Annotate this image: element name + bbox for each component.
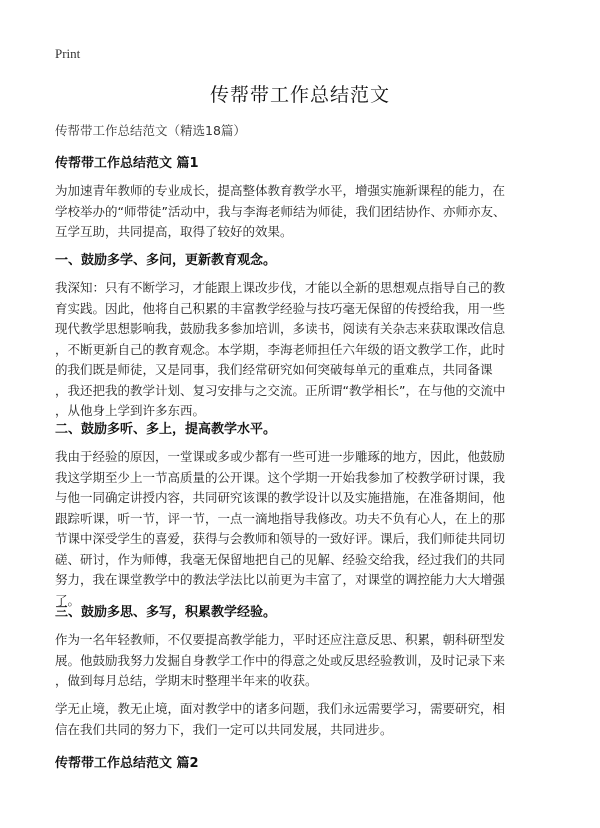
text-line: 的我们既是师徒，又是同事，我们经常研究如何突破每单元的重难点，共同备课 [55,362,493,377]
text-line: 努力，我在课堂教学中的教法学法比以前更为丰富了，对课堂的调控能力大大增强 [55,572,506,587]
point3-paragraph [55,630,547,692]
point-heading-3: 三、鼓励多思、多写，积累教学经验。 [55,605,277,620]
text-line: ，做到每月总结，学期末时整理半年来的收获。 [55,673,318,688]
section-heading-2: 传帮带工作总结范文 篇2 [55,756,199,771]
text-line: ，从他身上学到许多东西。 [55,403,206,418]
print-link[interactable]: Print [55,46,81,61]
text-line: 我深知：只有不断学习，才能跟上课改步伐，才能以全新的思想观点指导自己的教 [55,280,506,295]
closing-paragraph [55,699,547,740]
text-line: 了。 [55,592,81,608]
text-line: 互学互助，共同提高，取得了较好的效果。 [55,224,293,239]
text-line: 我由于经验的原因，一堂课或多或少都有一些可进一步雕琢的地方，因此，他鼓励 [55,449,506,464]
text-line: 学无止境，教无止境，面对教学中的诸多问题，我们永远需要学习，需要研究，相 [55,701,506,716]
text-line: 现代教学思想影响我，鼓励我多参加培训，多读书，阅读有关杂志来获取课改信息 [55,321,506,336]
text-line: 展。他鼓励我努力发掘自身教学工作中的得意之处或反思经验教训，及时记录下来 [55,652,506,668]
section-heading-1: 传帮带工作总结范文 篇1 [55,156,199,171]
page-title: 传帮带工作总结范文 [209,84,390,106]
text-line: ，我还把我的教学计划、复习安排与之交流。正所谓“教学相长”，在与他的交流中 [55,382,506,398]
point2-paragraph [55,447,547,611]
text-line: 育实践。因此，他将自己积累的丰富教学经验与技巧毫无保留的传授给我，用一些 [55,300,506,316]
text-line: 与他一同确定讲授内容，共同研究该课的教学设计以及实施措施，在准备期间，他 [55,490,506,505]
intro-paragraph [55,181,547,243]
text-line: 磋、研讨，作为师傅，我毫无保留地把自己的见解、经验交给我，经过我们的共同 [55,551,506,567]
point1-paragraph [55,278,547,422]
text-line: 跟踪听课，听一节，评一节，一点一滴地指导我修改。功夫不负有心人，在上的那 [55,510,506,526]
text-line: 为加速青年教师的专业成长，提高整体教育教学水平，增强实施新课程的能力，在 [55,183,506,198]
point-heading-2: 二、鼓励多听、多上，提高教学水平。 [55,422,277,437]
text-line: 作为一名年轻教师，不仅要提高教学能力，平时还应注意反思、积累，朝科研型发 [55,632,506,647]
text-line: 信在我们共同的努力下，我们一定可以共同发展，共同进步。 [55,721,393,737]
document-subtitle: 传帮带工作总结范文（精选18篇） [55,123,246,138]
point-heading-1: 一、鼓励多学、多问，更新教育观念。 [55,253,277,268]
text-line: 节课中深受学生的喜爱，获得与会教师和领导的一致好评。课后，我们师徒共同切 [55,531,506,546]
text-line: 我这学期至少上一节高质量的公开课。这个学期一开始我参加了校教学研讨课，我 [55,469,506,485]
text-line: ，不断更新自己的教育观念。本学期，李海老师担任六年级的语文教学工作，此时 [55,341,506,357]
text-line: 学校举办的“师带徒”活动中，我与李海老师结为师徒，我们团结协作、亦师亦友、 [55,203,506,219]
